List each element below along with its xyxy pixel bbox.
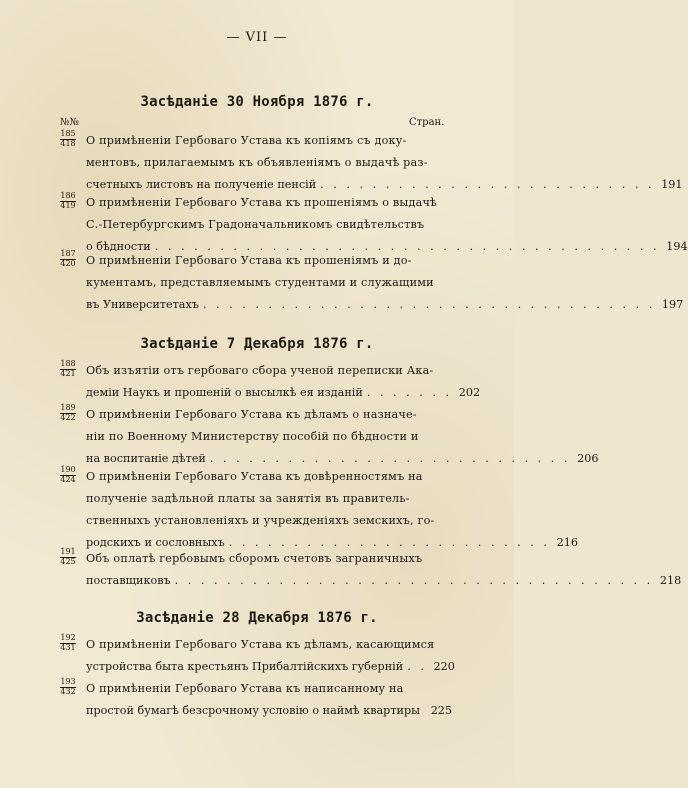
entry-page: 220 [433,660,455,673]
entry-number: 189 422 [60,403,76,422]
entry-text-line: на воспитаніе дѣтей [86,452,206,465]
entry-page: 216 [556,536,578,549]
list-item [60,677,453,722]
entry-text-line: полученіе задѣльной платы за занятія въ правитель- [86,492,410,505]
entry-text-line: поставщиковъ [86,574,171,587]
session-title: Засѣданіе 30 Ноября 1876 г. [140,94,374,110]
entry-text-line: О примѣненіи Гербоваго Устава къ прошеніямъ и до- [86,254,412,267]
entry-number: 187 420 [60,249,76,268]
entry-text-line: О примѣненіи Гербоваго Устава къ дѣламъ о назначе- [86,408,417,421]
entry-text-line: С.-Петербургскимъ Градоначальникомъ свидѣтельствъ [86,218,425,231]
entry-page: 194 [666,240,688,253]
entry-page: 218 [659,574,682,587]
entry-text-line: О примѣненіи Гербоваго Устава къ дѣламъ, касающимся [86,638,435,651]
entry-text-line: кументамъ, представляемымъ студентами и служащими [86,276,434,289]
entry-page: 206 [577,452,599,465]
entry-number: 185 418 [60,129,76,148]
entry-text-line: Объ изъятіи отъ гербоваго сбора ученой переписки Ака- [86,364,434,377]
entry-text-line: ментовъ, прилагаемымъ къ объявленіямъ о выдачѣ раз- [86,156,428,169]
list-item: 186 419 О примѣненіи Гербоваго Устава къ прошеніямъ о выдачѣ С.-Петербургскимъ Градоначальникомъ свидѣтельствъ о бѣдности . . . . . . . . . . . . . . . . . . . . . . . . . . . . . . . . . . . . . . . 194 [86,192,446,258]
entry-text-line: родскихъ и сословныхъ [86,536,225,549]
entry-number: 191 425 [60,547,76,566]
entry-text-line: О примѣненіи Гербоваго Устава къ прошеніямъ о выдачѣ [86,196,437,209]
entry-number: 192 431 [60,633,76,652]
entry-text-line: Объ оплатѣ гербовымъ сборомъ счетовъ заграничныхъ [86,552,423,565]
entry-text-line: О примѣненіи Гербоваго Устава къ копіямъ съ доку- [86,134,407,147]
entry-page: 202 [458,386,481,399]
entry-text-line: счетныхъ листовъ на полученіе пенсій [86,178,317,191]
session-title: Засѣданіе 7 Декабря 1876 г. [140,336,374,352]
entry-text-line: ственныхъ установленіяхъ и учрежденіяхъ земскихъ, го- [86,514,435,527]
entry-text-line: О примѣненіи Гербоваго Устава къ довѣренностямъ на [86,470,423,483]
list-item: 189 422 О примѣненіи Гербоваго Устава къ дѣламъ о назначе- ніи по Военному Министерству пособій по бѣдности и на воспитаніе дѣтей . . . . . . . . . . . . . . . . . . . . . . . . . . . . 206 [86,404,446,470]
entry-number: 186 419 [60,191,76,210]
entry-number: 190 424 [60,465,76,484]
entry-page: 225 [430,704,453,717]
entry-text-line: о бѣдности [86,240,151,253]
entry-page: 191 [661,178,683,191]
entry-text-line: устройства быта крестьянъ Прибалтійскихъ губерній [86,660,404,673]
page-number: — VII — [226,30,288,45]
entry-number: 188 421 [60,359,76,378]
list-item: 185 418 О примѣненіи Гербоваго Устава къ копіямъ съ доку- ментовъ, прилагаемымъ къ объявленіямъ о выдачѣ раз- счетныхъ листовъ на полученіе пенсій . . . . . . . . . . . . . . . . . . . . . . . . . . 191 [86,130,446,196]
list-item: 188 421 Объ изъятіи отъ гербоваго сбора ученой переписки Ака- деміи Наукъ и прошеній о высылкѣ ея изданій . . . . . . . 202 [86,360,446,404]
column-header-pages: Стран. [409,117,445,128]
entry-text-line: деміи Наукъ и прошеній о высылкѣ ея изданій [86,386,363,399]
entry-text-line: ніи по Военному Министерству пособій по бѣдности и [86,430,419,443]
session-title: Засѣданіе 28 Декабря 1876 г. [136,610,378,626]
entry-text-line: простой бумагѣ безсрочному условію о наймѣ квартиры [86,704,421,717]
entry-number: 193 432 [60,677,76,696]
list-item: 191 425 Объ оплатѣ гербовымъ сборомъ счетовъ заграничныхъ поставщиковъ . . . . . . . . . . . . . . . . . . . . . . . . . . . . . . . . . . . . . 218 [86,548,446,592]
list-item: 187 420 О примѣненіи Гербоваго Устава къ прошеніямъ и до- кументамъ, представляемымъ студентами и служащими въ Университетахъ . . . . . . . . . . . . . . . . . . . . . . . . . . . . . . . . . . . 197 [86,250,446,316]
entry-text-line: О примѣненіи Гербоваго Устава къ написанному на [86,682,404,695]
entry-text-line: въ Университетахъ [86,298,199,311]
entry-page: 197 [661,298,684,311]
list-item: 190 424 О примѣненіи Гербоваго Устава къ довѣренностямъ на полученіе задѣльной платы за занятія въ правитель- ственныхъ установленіяхъ и учрежденіяхъ земскихъ, го- родскихъ и сословныхъ . . . . . . . . . . . . . . . . . . . . . . . . . 216 [86,466,446,554]
column-header-numbers: №№ [60,117,79,128]
list-item: 192 431 О примѣненіи Гербоваго Устава къ дѣламъ, касающимся устройства быта крестьянъ Прибалтійскихъ губерній . . 220 [86,634,446,678]
